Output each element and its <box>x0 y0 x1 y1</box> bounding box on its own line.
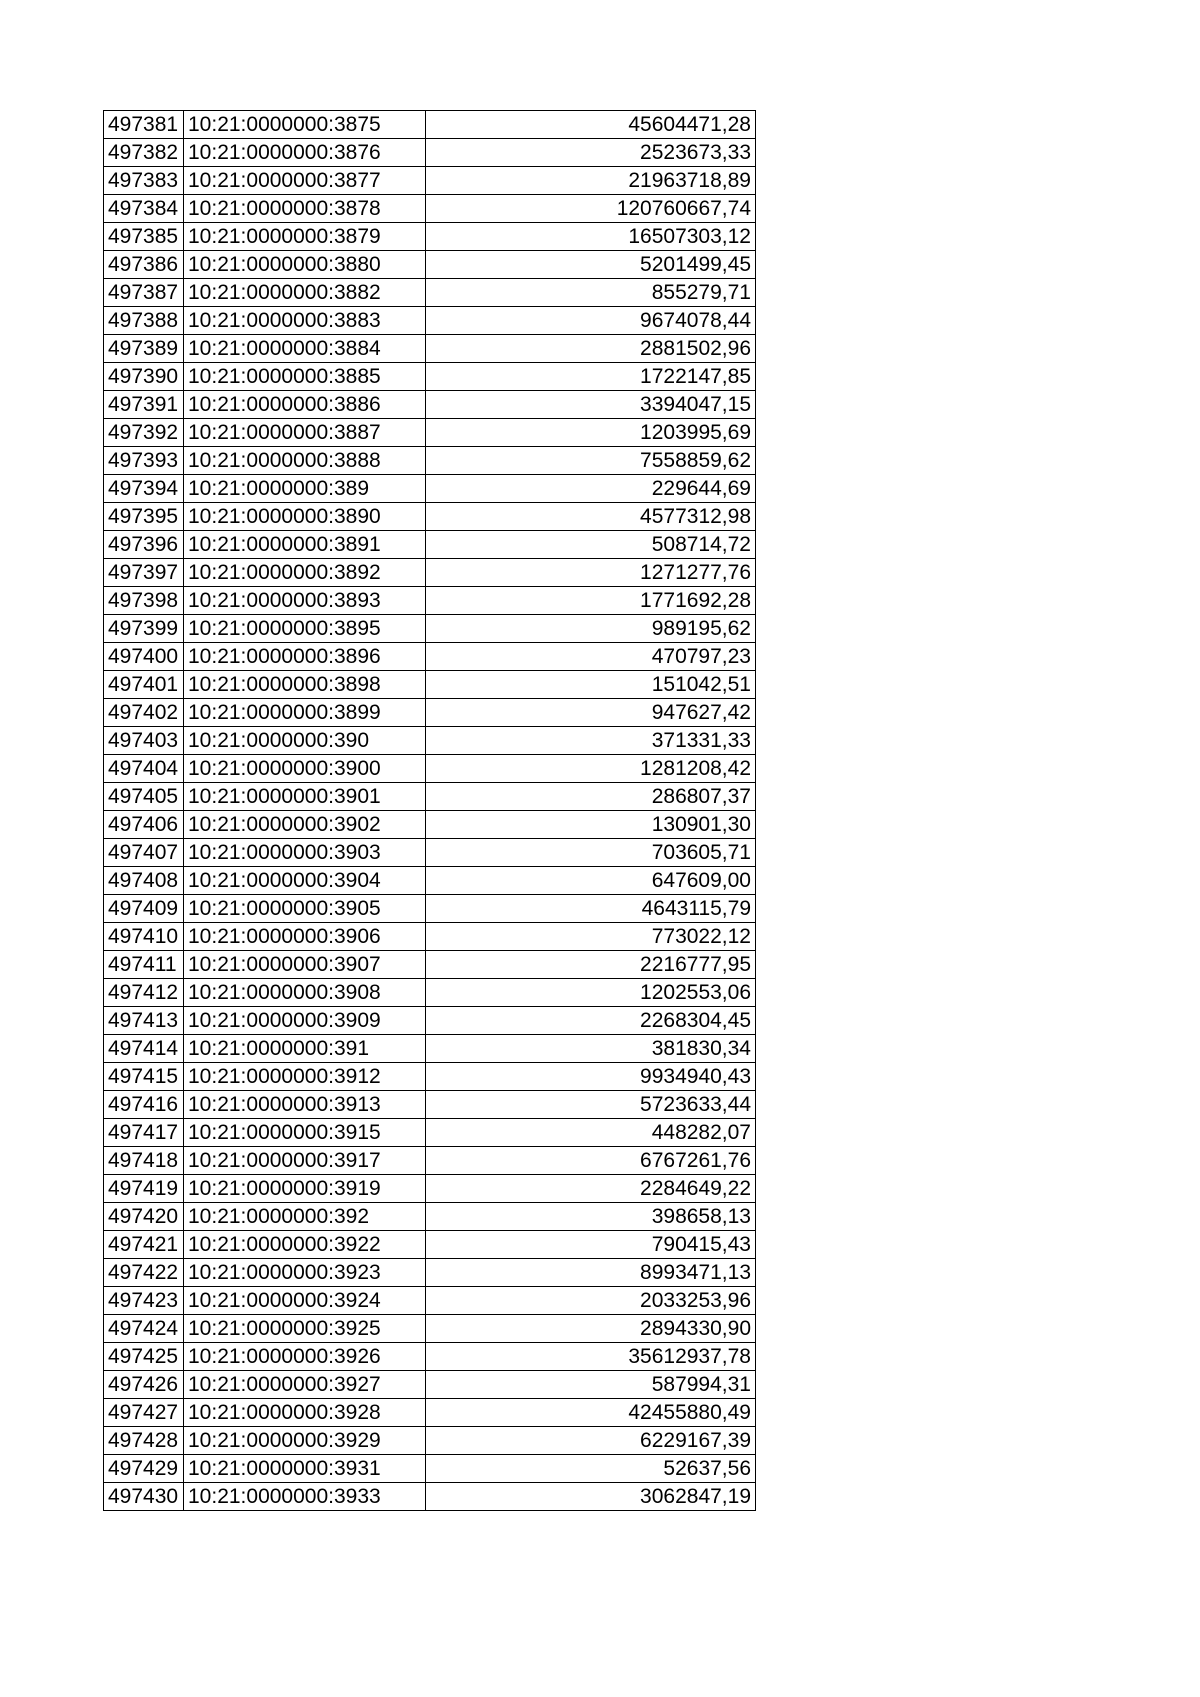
value-cell: 9934940,43 <box>426 1063 756 1091</box>
cadastral-number-cell: 10:21:0000000:3879 <box>184 223 426 251</box>
row-id-cell: 497416 <box>104 1091 184 1119</box>
cadastral-number-cell: 10:21:0000000:3899 <box>184 699 426 727</box>
value-cell: 371331,33 <box>426 727 756 755</box>
row-id-cell: 497388 <box>104 307 184 335</box>
table-row <box>104 335 756 363</box>
row-id-cell: 497419 <box>104 1175 184 1203</box>
table-row <box>104 923 756 951</box>
row-id-cell: 497410 <box>104 923 184 951</box>
row-id-cell: 497391 <box>104 391 184 419</box>
cadastral-number-cell: 10:21:0000000:3896 <box>184 643 426 671</box>
value-cell: 4643115,79 <box>426 895 756 923</box>
row-id-cell: 497412 <box>104 979 184 1007</box>
value-cell: 1203995,69 <box>426 419 756 447</box>
cadastral-number-cell: 10:21:0000000:3905 <box>184 895 426 923</box>
row-id-cell: 497404 <box>104 755 184 783</box>
table-row <box>104 111 756 139</box>
row-id-cell: 497399 <box>104 615 184 643</box>
row-id-cell: 497413 <box>104 1007 184 1035</box>
row-id-cell: 497429 <box>104 1455 184 1483</box>
cadastral-number-cell: 10:21:0000000:391 <box>184 1035 426 1063</box>
table-row <box>104 139 756 167</box>
value-cell: 989195,62 <box>426 615 756 643</box>
row-id-cell: 497408 <box>104 867 184 895</box>
cadastral-number-cell: 10:21:0000000:3891 <box>184 531 426 559</box>
value-cell: 16507303,12 <box>426 223 756 251</box>
cadastral-number-cell: 10:21:0000000:3875 <box>184 111 426 139</box>
cadastral-number-cell: 10:21:0000000:3925 <box>184 1315 426 1343</box>
cadastral-number-cell: 10:21:0000000:3907 <box>184 951 426 979</box>
row-id-cell: 497403 <box>104 727 184 755</box>
cadastral-number-cell: 10:21:0000000:3877 <box>184 167 426 195</box>
row-id-cell: 497401 <box>104 671 184 699</box>
table-row <box>104 503 756 531</box>
row-id-cell: 497400 <box>104 643 184 671</box>
value-cell: 790415,43 <box>426 1231 756 1259</box>
table-row <box>104 979 756 1007</box>
table-row <box>104 1203 756 1231</box>
table-row <box>104 783 756 811</box>
cadastral-number-cell: 10:21:0000000:3880 <box>184 251 426 279</box>
table-row <box>104 699 756 727</box>
cadastral-number-cell: 10:21:0000000:3902 <box>184 811 426 839</box>
row-id-cell: 497398 <box>104 587 184 615</box>
cadastral-number-cell: 10:21:0000000:3898 <box>184 671 426 699</box>
cadastral-number-cell: 10:21:0000000:3890 <box>184 503 426 531</box>
value-cell: 3394047,15 <box>426 391 756 419</box>
table-row <box>104 755 756 783</box>
table-row <box>104 1007 756 1035</box>
value-cell: 1771692,28 <box>426 587 756 615</box>
table-row <box>104 839 756 867</box>
value-cell: 1722147,85 <box>426 363 756 391</box>
table-row <box>104 1175 756 1203</box>
value-cell: 21963718,89 <box>426 167 756 195</box>
cadastral-number-cell: 10:21:0000000:3887 <box>184 419 426 447</box>
value-cell: 381830,34 <box>426 1035 756 1063</box>
table-row <box>104 727 756 755</box>
cadastral-number-cell: 10:21:0000000:3883 <box>184 307 426 335</box>
table-row <box>104 167 756 195</box>
value-cell: 45604471,28 <box>426 111 756 139</box>
value-cell: 470797,23 <box>426 643 756 671</box>
table-row <box>104 419 756 447</box>
cadastral-number-cell: 10:21:0000000:3919 <box>184 1175 426 1203</box>
cadastral-number-cell: 10:21:0000000:3924 <box>184 1287 426 1315</box>
value-cell: 35612937,78 <box>426 1343 756 1371</box>
value-cell: 4577312,98 <box>426 503 756 531</box>
value-cell: 587994,31 <box>426 1371 756 1399</box>
row-id-cell: 497386 <box>104 251 184 279</box>
row-id-cell: 497420 <box>104 1203 184 1231</box>
value-cell: 508714,72 <box>426 531 756 559</box>
table-row <box>104 223 756 251</box>
value-cell: 5723633,44 <box>426 1091 756 1119</box>
cadastral-number-cell: 10:21:0000000:3895 <box>184 615 426 643</box>
value-cell: 1271277,76 <box>426 559 756 587</box>
cadastral-number-cell: 10:21:0000000:3901 <box>184 783 426 811</box>
table-row <box>104 1455 756 1483</box>
cadastral-number-cell: 10:21:0000000:3892 <box>184 559 426 587</box>
value-cell: 2268304,45 <box>426 1007 756 1035</box>
value-cell: 120760667,74 <box>426 195 756 223</box>
table-row <box>104 1371 756 1399</box>
value-cell: 286807,37 <box>426 783 756 811</box>
value-cell: 2033253,96 <box>426 1287 756 1315</box>
cadastral-number-cell: 10:21:0000000:3888 <box>184 447 426 475</box>
table-row <box>104 1231 756 1259</box>
row-id-cell: 497407 <box>104 839 184 867</box>
table-row <box>104 811 756 839</box>
value-cell: 7558859,62 <box>426 447 756 475</box>
value-cell: 130901,30 <box>426 811 756 839</box>
row-id-cell: 497423 <box>104 1287 184 1315</box>
row-id-cell: 497384 <box>104 195 184 223</box>
row-id-cell: 497395 <box>104 503 184 531</box>
table-row <box>104 1259 756 1287</box>
cadastral-number-cell: 10:21:0000000:3886 <box>184 391 426 419</box>
table-body <box>104 111 756 1511</box>
value-cell: 52637,56 <box>426 1455 756 1483</box>
table-row <box>104 671 756 699</box>
row-id-cell: 497390 <box>104 363 184 391</box>
value-cell: 1202553,06 <box>426 979 756 1007</box>
table-row <box>104 363 756 391</box>
cadastral-number-cell: 10:21:0000000:392 <box>184 1203 426 1231</box>
row-id-cell: 497397 <box>104 559 184 587</box>
cadastral-number-cell: 10:21:0000000:3908 <box>184 979 426 1007</box>
value-cell: 647609,00 <box>426 867 756 895</box>
table-row <box>104 1287 756 1315</box>
cadastral-number-cell: 10:21:0000000:3884 <box>184 335 426 363</box>
cadastral-number-cell: 10:21:0000000:3933 <box>184 1483 426 1511</box>
cadastral-number-cell: 10:21:0000000:3893 <box>184 587 426 615</box>
cadastral-number-cell: 10:21:0000000:389 <box>184 475 426 503</box>
cadastral-number-cell: 10:21:0000000:3931 <box>184 1455 426 1483</box>
data-table <box>103 110 756 1511</box>
row-id-cell: 497411 <box>104 951 184 979</box>
table-row <box>104 867 756 895</box>
cadastral-number-cell: 10:21:0000000:3928 <box>184 1399 426 1427</box>
table-row <box>104 1427 756 1455</box>
row-id-cell: 497394 <box>104 475 184 503</box>
row-id-cell: 497418 <box>104 1147 184 1175</box>
cadastral-number-cell: 10:21:0000000:3915 <box>184 1119 426 1147</box>
cadastral-number-cell: 10:21:0000000:3929 <box>184 1427 426 1455</box>
value-cell: 3062847,19 <box>426 1483 756 1511</box>
cadastral-number-cell: 10:21:0000000:3900 <box>184 755 426 783</box>
table-row <box>104 1035 756 1063</box>
cadastral-number-cell: 10:21:0000000:3878 <box>184 195 426 223</box>
value-cell: 448282,07 <box>426 1119 756 1147</box>
value-cell: 2881502,96 <box>426 335 756 363</box>
cadastral-number-cell: 10:21:0000000:3926 <box>184 1343 426 1371</box>
value-cell: 2216777,95 <box>426 951 756 979</box>
value-cell: 9674078,44 <box>426 307 756 335</box>
row-id-cell: 497396 <box>104 531 184 559</box>
row-id-cell: 497385 <box>104 223 184 251</box>
row-id-cell: 497381 <box>104 111 184 139</box>
table-row <box>104 587 756 615</box>
cadastral-number-cell: 10:21:0000000:3876 <box>184 139 426 167</box>
value-cell: 6767261,76 <box>426 1147 756 1175</box>
value-cell: 2894330,90 <box>426 1315 756 1343</box>
table-row <box>104 251 756 279</box>
cadastral-number-cell: 10:21:0000000:3913 <box>184 1091 426 1119</box>
value-cell: 398658,13 <box>426 1203 756 1231</box>
table-row <box>104 1063 756 1091</box>
value-cell: 773022,12 <box>426 923 756 951</box>
table-row <box>104 615 756 643</box>
row-id-cell: 497414 <box>104 1035 184 1063</box>
table-row <box>104 1483 756 1511</box>
value-cell: 8993471,13 <box>426 1259 756 1287</box>
row-id-cell: 497389 <box>104 335 184 363</box>
table-row <box>104 1315 756 1343</box>
row-id-cell: 497383 <box>104 167 184 195</box>
table-row <box>104 475 756 503</box>
cadastral-number-cell: 10:21:0000000:3882 <box>184 279 426 307</box>
table-row <box>104 1147 756 1175</box>
value-cell: 2284649,22 <box>426 1175 756 1203</box>
row-id-cell: 497406 <box>104 811 184 839</box>
cadastral-number-cell: 10:21:0000000:3909 <box>184 1007 426 1035</box>
cadastral-number-cell: 10:21:0000000:3904 <box>184 867 426 895</box>
cadastral-number-cell: 10:21:0000000:3885 <box>184 363 426 391</box>
row-id-cell: 497424 <box>104 1315 184 1343</box>
row-id-cell: 497415 <box>104 1063 184 1091</box>
cadastral-number-cell: 10:21:0000000:3922 <box>184 1231 426 1259</box>
row-id-cell: 497426 <box>104 1371 184 1399</box>
cadastral-number-cell: 10:21:0000000:3927 <box>184 1371 426 1399</box>
row-id-cell: 497393 <box>104 447 184 475</box>
cadastral-number-cell: 10:21:0000000:3906 <box>184 923 426 951</box>
table-row <box>104 447 756 475</box>
row-id-cell: 497405 <box>104 783 184 811</box>
row-id-cell: 497422 <box>104 1259 184 1287</box>
cadastral-number-cell: 10:21:0000000:3903 <box>184 839 426 867</box>
table-row <box>104 643 756 671</box>
table-row <box>104 195 756 223</box>
value-cell: 703605,71 <box>426 839 756 867</box>
cadastral-number-cell: 10:21:0000000:3923 <box>184 1259 426 1287</box>
table-row <box>104 1119 756 1147</box>
row-id-cell: 497421 <box>104 1231 184 1259</box>
table-row <box>104 1091 756 1119</box>
cadastral-number-cell: 10:21:0000000:3912 <box>184 1063 426 1091</box>
value-cell: 42455880,49 <box>426 1399 756 1427</box>
table-row <box>104 531 756 559</box>
cadastral-number-cell: 10:21:0000000:390 <box>184 727 426 755</box>
row-id-cell: 497409 <box>104 895 184 923</box>
table-row <box>104 895 756 923</box>
table-row <box>104 951 756 979</box>
row-id-cell: 497427 <box>104 1399 184 1427</box>
table-row <box>104 307 756 335</box>
value-cell: 229644,69 <box>426 475 756 503</box>
cadastral-number-cell: 10:21:0000000:3917 <box>184 1147 426 1175</box>
table-row <box>104 391 756 419</box>
value-cell: 5201499,45 <box>426 251 756 279</box>
row-id-cell: 497425 <box>104 1343 184 1371</box>
row-id-cell: 497417 <box>104 1119 184 1147</box>
table-row <box>104 1343 756 1371</box>
row-id-cell: 497428 <box>104 1427 184 1455</box>
value-cell: 855279,71 <box>426 279 756 307</box>
value-cell: 947627,42 <box>426 699 756 727</box>
row-id-cell: 497387 <box>104 279 184 307</box>
row-id-cell: 497392 <box>104 419 184 447</box>
value-cell: 2523673,33 <box>426 139 756 167</box>
row-id-cell: 497402 <box>104 699 184 727</box>
value-cell: 1281208,42 <box>426 755 756 783</box>
value-cell: 6229167,39 <box>426 1427 756 1455</box>
row-id-cell: 497430 <box>104 1483 184 1511</box>
row-id-cell: 497382 <box>104 139 184 167</box>
table-row <box>104 1399 756 1427</box>
value-cell: 151042,51 <box>426 671 756 699</box>
table-row <box>104 559 756 587</box>
table-row <box>104 279 756 307</box>
